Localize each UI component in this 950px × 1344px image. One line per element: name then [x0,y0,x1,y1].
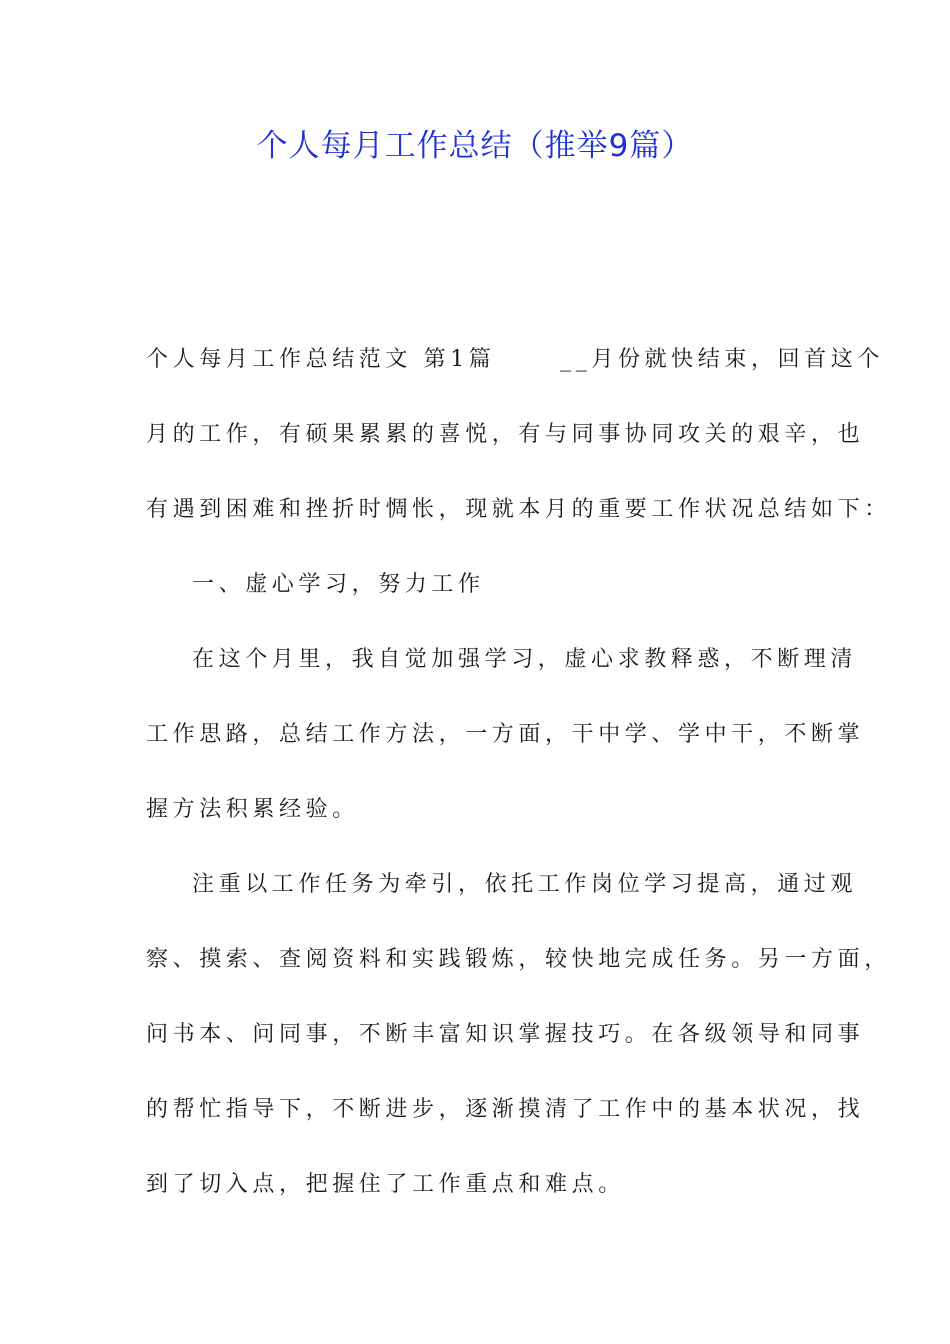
text-line: 有遇到困难和挫折时惆怅，现就本月的重要工作状况总结如下： [146,497,891,522]
document-title: 个人每月工作总结（推举9篇） [256,128,694,164]
text-line: 察、摸索、查阅资料和实践锻炼，较快地完成任务。另一方面， [146,947,891,972]
text-line: 的帮忙指导下，不断进步，逐渐摸清了工作中的基本状况，找 [146,1097,865,1122]
text-line: 握方法积累经验。 [146,797,359,822]
text-line: 问书本、问同事，不断丰富知识掌握技巧。在各级领导和同事 [146,1022,865,1047]
text-line: 月的工作，有硕果累累的喜悦，有与同事协同攻关的艰辛，也 [146,422,865,447]
section-heading: 一、虚心学习，努力工作 [192,572,485,597]
text-line: 注重以工作任务为牵引，依托工作岗位学习提高，通过观 [192,872,858,897]
text-line: 个人每月工作总结范文 第1篇 __月份就快结束，回首这个 [146,347,884,372]
text-line: 工作思路，总结工作方法，一方面，干中学、学中干，不断掌 [146,722,865,747]
document-body [146,336,891,1236]
text-line: 到了切入点，把握住了工作重点和难点。 [146,1172,625,1197]
text-line: 在这个月里，我自觉加强学习，虚心求教释惑，不断理清 [192,647,858,672]
